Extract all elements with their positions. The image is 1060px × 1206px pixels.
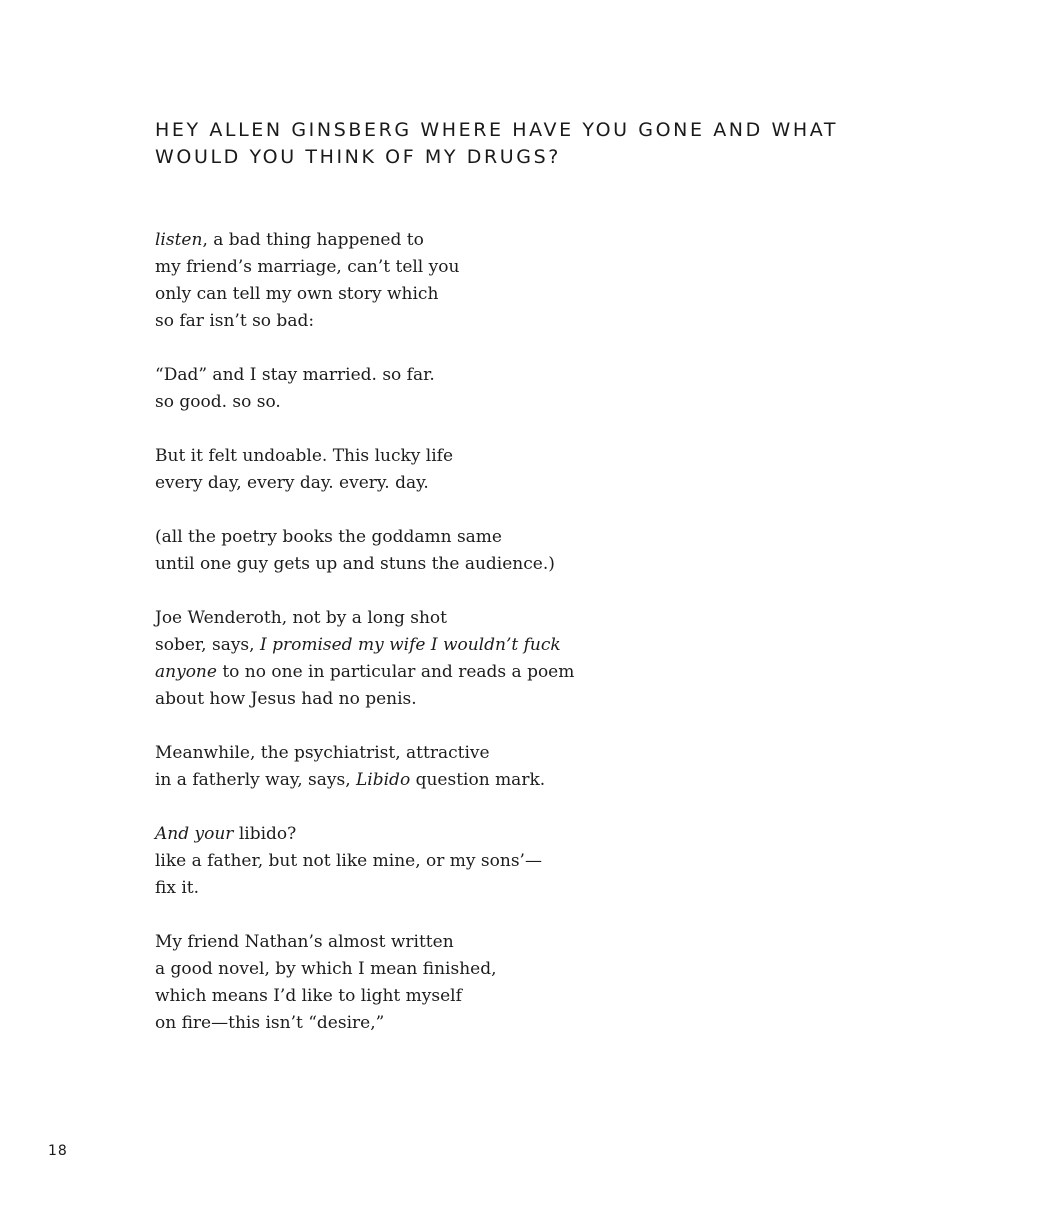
poem-title-line-1: HEY ALLEN GINSBERG WHERE HAVE YOU GONE AND WHAT <box>155 119 839 141</box>
poem-line: on fire—this isn’t “desire,” <box>155 1013 385 1033</box>
line-text: to no one in particular and reads a poem <box>216 662 575 682</box>
stanza-4 <box>155 524 755 578</box>
poem-line: a good novel, by which I mean finished, <box>155 959 497 979</box>
poem-line: so far isn’t so bad: <box>155 311 315 331</box>
poem-line: “Dad” and I stay married. so far. <box>155 365 435 385</box>
poem-title-line-2: WOULD YOU THINK OF MY DRUGS? <box>155 146 561 168</box>
stanza-1 <box>155 227 755 335</box>
poem-line: Joe Wenderoth, not by a long shot <box>155 608 447 628</box>
poem-line: about how Jesus had no penis. <box>155 689 417 709</box>
poem-line: until one guy gets up and stuns the audience.) <box>155 554 555 574</box>
poem-line: My friend Nathan’s almost written <box>155 932 454 952</box>
poem-line <box>155 659 755 686</box>
poem-line: every day, every day. every. day. <box>155 473 429 493</box>
line-text: sober, says, <box>155 635 260 655</box>
poem-line: only can tell my own story which <box>155 284 439 304</box>
poem-title <box>155 117 975 171</box>
stanza-6 <box>155 740 755 794</box>
line-text: libido? <box>233 824 297 844</box>
stanza-5 <box>155 605 755 713</box>
italic-text: And your <box>155 824 234 844</box>
poem-line <box>155 632 755 659</box>
poem-line <box>155 767 755 794</box>
poem-line: which means I’d like to light myself <box>155 986 462 1006</box>
page-number: 18 <box>48 1143 68 1159</box>
italic-text: anyone <box>155 662 217 682</box>
line-text: in a fatherly way, says, <box>155 770 357 790</box>
poem-line: Meanwhile, the psychiatrist, attractive <box>155 743 490 763</box>
poem-line: But it felt undoable. This lucky life <box>155 446 454 466</box>
stanza-8 <box>155 929 755 1037</box>
poem-line: so good. so so. <box>155 392 281 412</box>
poem-line: (all the poetry books the goddamn same <box>155 527 502 547</box>
poem-line: my friend’s marriage, can’t tell you <box>155 257 460 277</box>
stanza-3 <box>155 443 755 497</box>
italic-text: I promised my wife I wouldn’t fuck <box>259 635 561 655</box>
italic-text: listen <box>155 230 203 250</box>
poem-line: fix it. <box>155 878 200 898</box>
line-text: , a bad thing happened to <box>202 230 424 250</box>
stanza-7 <box>155 821 755 902</box>
italic-text: Libido <box>356 770 411 790</box>
line-text: question mark. <box>410 770 546 790</box>
poem-line <box>155 227 755 254</box>
poem-body <box>155 227 755 1064</box>
poem-line: like a father, but not like mine, or my sons’— <box>155 851 542 871</box>
stanza-2 <box>155 362 755 416</box>
poem-line <box>155 821 755 848</box>
